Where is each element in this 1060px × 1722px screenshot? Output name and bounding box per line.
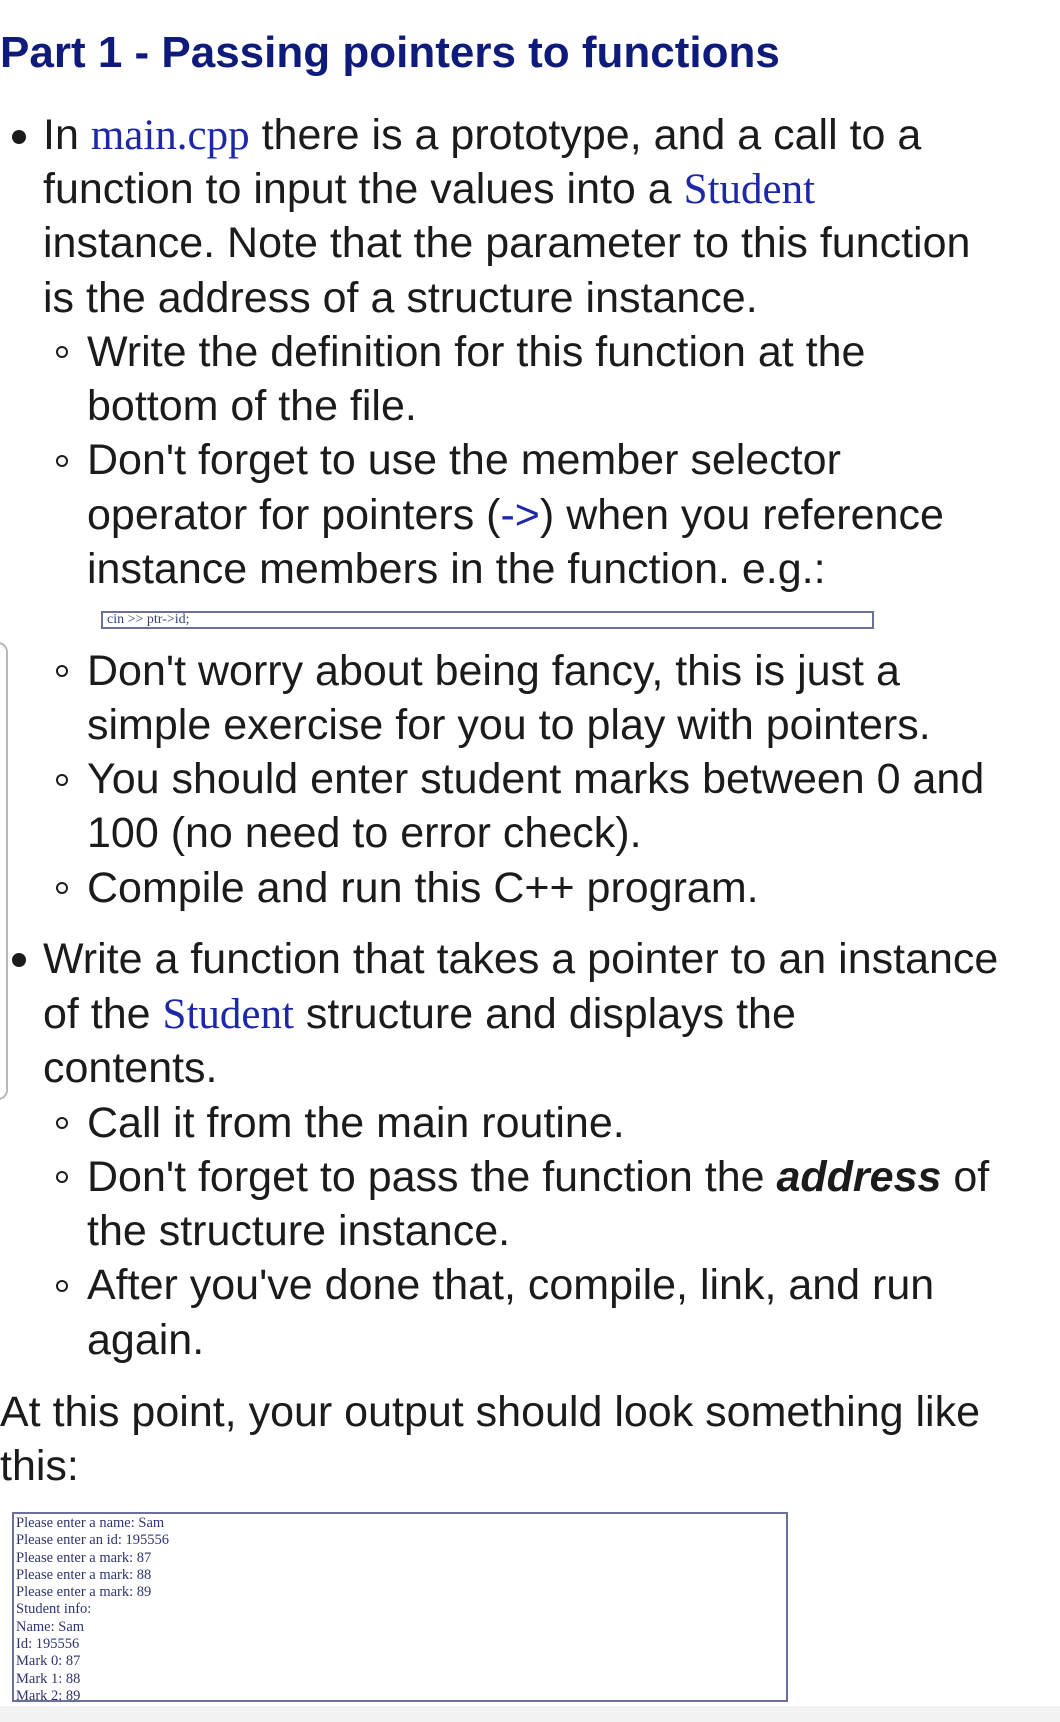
bullet-circle-icon [56, 882, 68, 894]
output-code-box [12, 1512, 788, 1702]
bullet-circle-icon [56, 665, 68, 677]
sub3-line2: simple exercise for you to play with pointers. [87, 701, 931, 749]
code-main-cpp: main.cpp [90, 112, 250, 159]
b2-sub1-line1: Call it from the main routine. [87, 1099, 625, 1147]
b2-sub2-line1: Don't forget to pass the function the address of [87, 1153, 990, 1201]
bullet1-line4: is the address of a structure instance. [43, 274, 758, 322]
arrow-operator: -> [500, 491, 540, 539]
output-line: Mark 1: 88 [16, 1670, 81, 1687]
section-heading: Part 1 - Passing pointers to functions [0, 28, 780, 77]
bullet-circle-icon [56, 1280, 68, 1292]
output-line: Mark 0: 87 [16, 1653, 81, 1670]
output-line: Please enter a mark: 89 [16, 1584, 152, 1601]
sub4-line1: You should enter student marks between 0 and [87, 755, 985, 803]
output-line: Mark 2: 89 [16, 1687, 81, 1704]
bullet-disc-icon [12, 953, 26, 967]
bullet-circle-icon [56, 455, 68, 467]
closing-line1: At this point, your output should look something like [0, 1388, 981, 1436]
bullet1-line1: In main.cpp there is a prototype, and a call to a [43, 111, 922, 159]
code-student: Student [162, 991, 294, 1038]
side-bracket [0, 642, 8, 1100]
output-line: Student info: [16, 1601, 92, 1618]
output-line: Please enter a name: Sam [16, 1515, 165, 1531]
sub5-line1: Compile and run this C++ program. [87, 864, 759, 912]
bullet-circle-icon [56, 1117, 68, 1129]
bullet2-line3: contents. [43, 1044, 218, 1092]
sub3-line1: Don't worry about being fancy, this is just a [87, 647, 900, 695]
emphasis-address: address [776, 1153, 942, 1201]
sub1-line2: bottom of the file. [87, 382, 417, 430]
sub2-line2: operator for pointers (->) when you reference [87, 491, 944, 539]
sub4-line2: 100 (no need to error check). [87, 809, 642, 857]
bullet2-line1: Write a function that takes a pointer to an instance [43, 935, 999, 983]
bullet2-line2: of the Student structure and displays the [43, 990, 796, 1038]
b2-sub2-line2: the structure instance. [87, 1207, 511, 1255]
output-line: Please enter an id: 195556 [16, 1532, 170, 1549]
bullet1-line2: function to input the values into a Student [43, 165, 816, 213]
bullet-circle-icon [56, 346, 68, 358]
sub2-line1: Don't forget to use the member selector [87, 436, 841, 484]
bullet-circle-icon [56, 774, 68, 786]
b2-sub3-line2: again. [87, 1316, 205, 1364]
output-line: Please enter a mark: 88 [16, 1566, 152, 1583]
sub1-line1: Write the definition for this function at the [87, 328, 866, 376]
code-student: Student [683, 166, 816, 213]
bottom-strip [0, 1706, 1060, 1722]
bullet-disc-icon [12, 130, 26, 144]
bullet-circle-icon [56, 1171, 68, 1183]
b2-sub3-line1: After you've done that, compile, link, and run [87, 1261, 935, 1309]
output-line: Id: 195556 [16, 1636, 80, 1653]
bullet1-line3: instance. Note that the parameter to this function [43, 219, 971, 267]
sub2-line3: instance members in the function. e.g.: [87, 545, 826, 593]
output-line: Please enter a mark: 87 [16, 1549, 152, 1566]
output-line: Name: Sam [16, 1618, 85, 1635]
closing-line2: this: [0, 1442, 79, 1490]
code-example-box: cin >> ptr->id; [101, 611, 874, 629]
